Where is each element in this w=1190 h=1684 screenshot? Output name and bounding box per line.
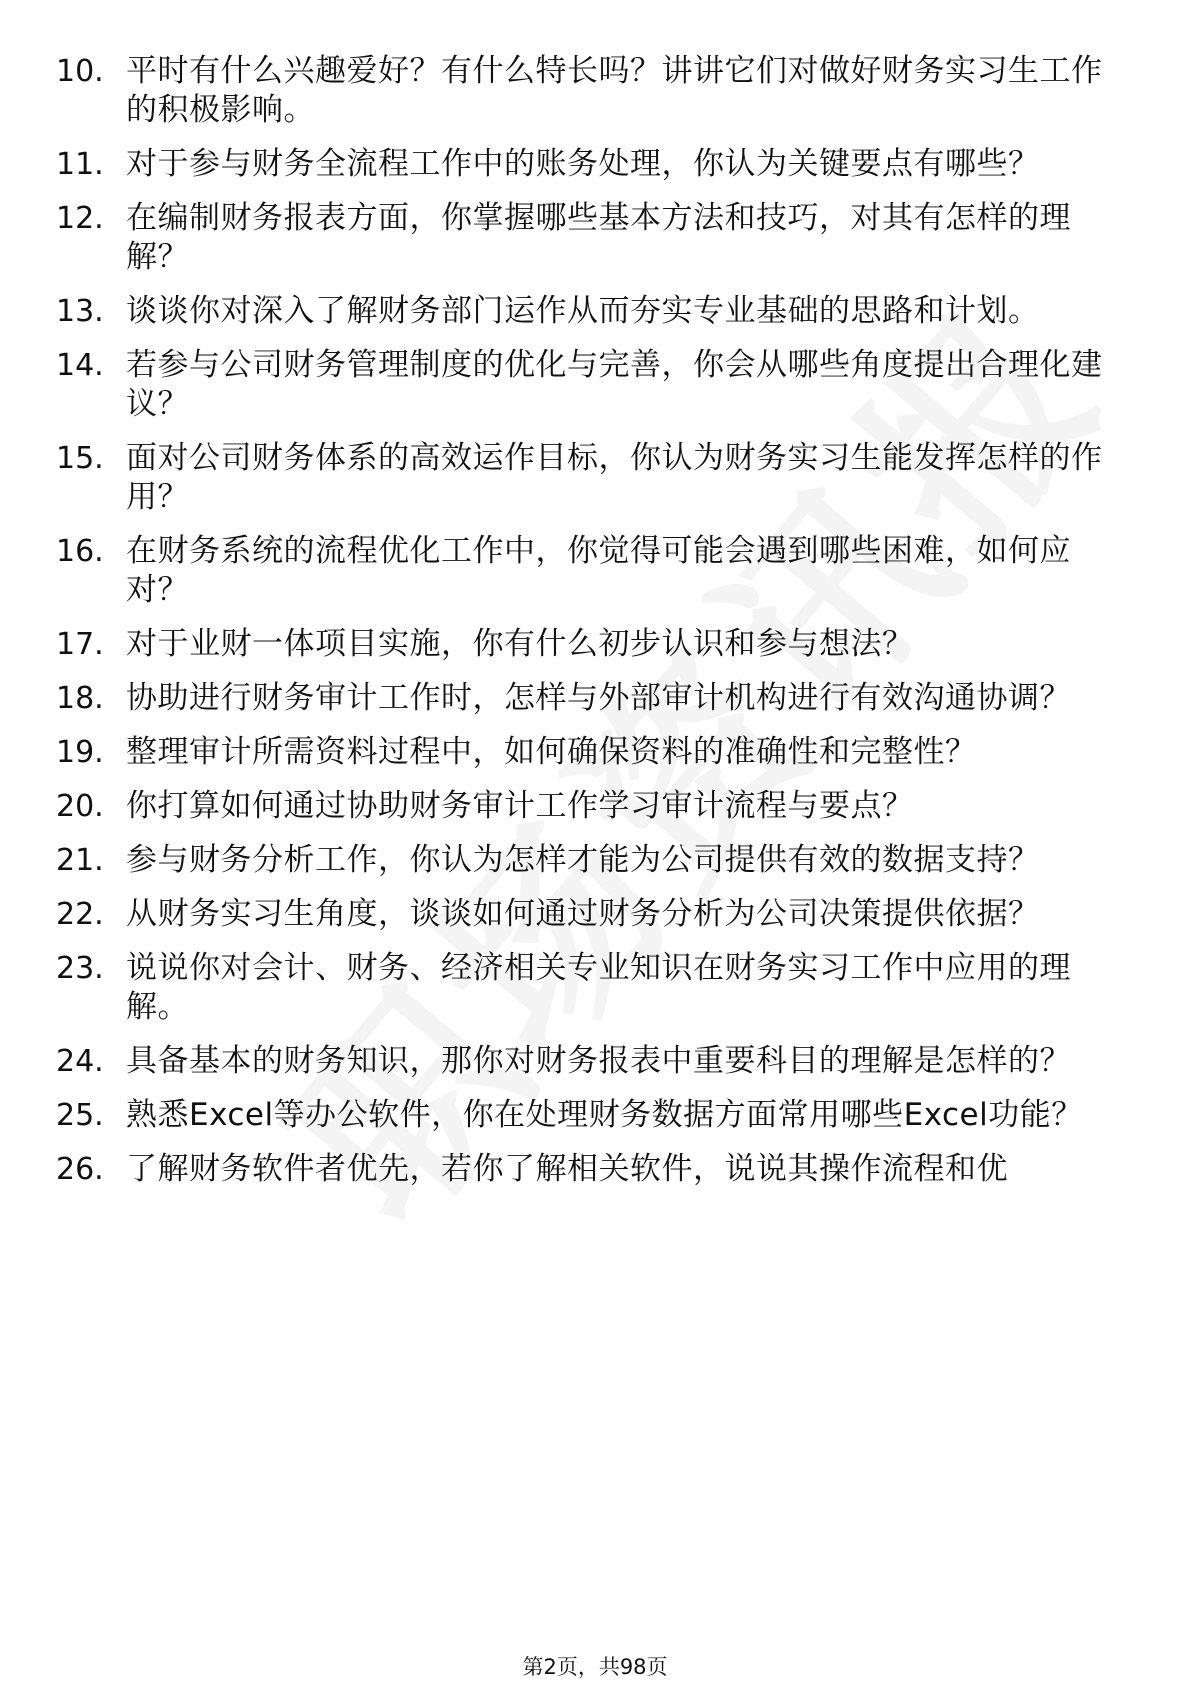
question-number: 19. [56,735,104,770]
question-item [56,733,1126,772]
page-footer: 第2页，共98页 [522,1655,668,1679]
question-text: 熟悉Excel等办公软件，你在处理财务数据方面常用哪些Excel功能？ [126,1097,1083,1133]
question-item [56,895,1126,934]
question-item [56,1042,1126,1081]
question-text: 具备基本的财务知识，那你对财务报表中重要科目的理解是怎样的？ [126,1043,1071,1079]
question-text: 平时有什么兴趣爱好？有什么特长吗？讲讲它们对做好财务实习生工作的积极影响。 [126,53,1103,128]
question-text: 若参与公司财务管理制度的优化与完善，你会从哪些角度提出合理化建议？ [126,347,1103,422]
question-item [56,145,1126,184]
question-number: 13. [56,294,104,329]
question-number: 26. [56,1152,104,1187]
question-number: 24. [56,1044,104,1079]
question-number: 17. [56,627,104,662]
question-number: 18. [56,681,104,716]
question-number: 21. [56,843,104,878]
question-item [56,199,1126,277]
question-number: 11. [56,147,104,182]
question-number: 15. [56,441,104,476]
question-text: 对于业财一体项目实施，你有什么初步认识和参与想法？ [126,626,914,662]
question-text: 谈谈你对深入了解财务部门运作从而夯实专业基础的思路和计划。 [126,293,1040,329]
question-item [56,625,1126,664]
question-text: 面对公司财务体系的高效运作目标，你认为财务实习生能发挥怎样的作用？ [126,440,1103,515]
question-number: 16. [56,534,104,569]
question-item [56,841,1126,880]
question-item [56,439,1126,517]
question-number: 22. [56,897,104,932]
question-text: 协助进行财务审计工作时，怎样与外部审计机构进行有效沟通协调？ [126,680,1071,716]
question-text: 你打算如何通过协助财务审计工作学习审计流程与要点？ [126,788,914,824]
question-item [56,1096,1126,1135]
question-list [56,52,1126,1204]
question-item [56,1150,1126,1189]
question-number: 25. [56,1098,104,1133]
question-item [56,52,1126,130]
question-text: 说说你对会计、财务、经济相关专业知识在财务实习工作中应用的理解。 [126,950,1071,1025]
question-item [56,949,1126,1027]
question-item [56,346,1126,424]
question-text: 从财务实习生角度，谈谈如何通过财务分析为公司决策提供依据？ [126,896,1040,932]
question-number: 10. [56,54,104,89]
question-text: 整理审计所需资料过程中，如何确保资料的准确性和完整性？ [126,734,977,770]
question-text: 在编制财务报表方面，你掌握哪些基本方法和技巧，对其有怎样的理解？ [126,200,1071,275]
question-text: 参与财务分析工作，你认为怎样才能为公司提供有效的数据支持？ [126,842,1040,878]
question-text: 了解财务软件者优先，若你了解相关软件，说说其操作流程和优 [126,1151,1008,1187]
question-number: 12. [56,201,104,236]
question-item [56,292,1126,331]
question-text: 在财务系统的流程优化工作中，你觉得可能会遇到哪些困难，如何应对？ [126,533,1071,608]
question-item [56,532,1126,610]
question-text: 对于参与财务全流程工作中的账务处理，你认为关键要点有哪些？ [126,146,1040,182]
question-number: 23. [56,951,104,986]
question-item [56,787,1126,826]
question-item [56,679,1126,718]
question-number: 14. [56,348,104,383]
question-number: 20. [56,789,104,824]
